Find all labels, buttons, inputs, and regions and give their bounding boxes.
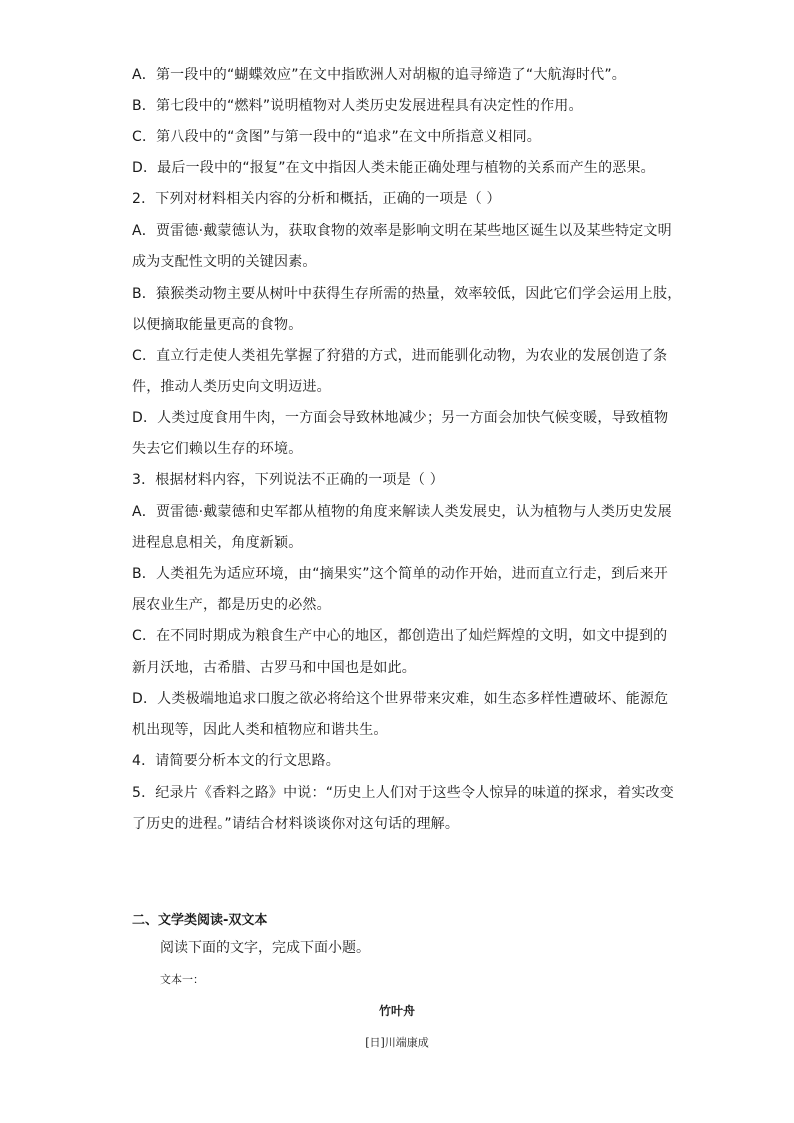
story-title: 竹叶舟 (378, 1004, 415, 1018)
question-4: 4．请简要分析本文的行文思路。 (132, 753, 340, 769)
text-label: 文本一： (160, 973, 204, 986)
option-a-q2-line1: A．贾雷德·戴蒙德认为，获取食物的效率是影响文明在某些地区诞生以及某些特定文明 (132, 223, 672, 239)
option-b-q2-line1: B．猿猴类动物主要从树叶中获得生存所需的热量，效率较低，因此它们学会运用上肢， (132, 286, 682, 302)
option-a-q3-line1: A．贾雷德·戴蒙德和史军都从植物的角度来解读人类发展史，认为植物与人类历史发展 (132, 504, 672, 520)
option-a-q3-line2: 进程息息相关，角度新颖。 (132, 535, 303, 551)
option-c-q2-line2: 件，推动人类历史向文明迈进。 (132, 379, 331, 395)
option-d-q2-line2: 失去它们赖以生存的环境。 (132, 441, 303, 457)
option-c-q3-line2: 新月沃地，古希腊、古罗马和中国也是如此。 (132, 660, 416, 676)
question-5-line1: 5．纪录片《香料之路》中说：“历史上人们对于这些令人惊异的味道的探求，着实改变 (132, 785, 674, 801)
option-d-q3-line2: 机出现等，因此人类和植物应和谐共生。 (132, 722, 388, 738)
option-d-q3-line1: D．人类极端地追求口腹之欲必将给这个世界带来灾难，如生态多样性遭破坏、能源危 (132, 691, 669, 707)
option-d-q2-line1: D．人类过度食用牛肉，一方面会导致林地减少；另一方面会加快气候变暖，导致植物 (132, 410, 669, 426)
option-b-q3-line1: B．人类祖先为适应环境，由“摘果实”这个简单的动作开始，进而直立行走，到后来开 (132, 566, 668, 582)
option-c-q2-line1: C．直立行走使人类祖先掌握了狩猎的方式，进而能驯化动物，为农业的发展创造了条 (132, 348, 668, 364)
option-a-q2-line2: 成为支配性文明的关键因素。 (132, 254, 317, 270)
option-c-q1: C．第八段中的“贪图”与第一段中的“追求”在文中所指意义相同。 (132, 129, 541, 145)
option-c-q3-line1: C．在不同时期成为粮食生产中心的地区，都创造出了灿烂辉煌的文明，如文中提到的 (132, 628, 668, 644)
option-d-q1: D．最后一段中的“报复”在文中指因人类未能正确处理与植物的关系而产生的恶果。 (132, 160, 655, 176)
option-b-q3-line2: 展农业生产，都是历史的必然。 (132, 597, 331, 613)
question-3: 3．根据材料内容，下列说法不正确的一项是（ ） (132, 472, 444, 488)
question-5-line2: 了历史的进程。”请结合材料谈谈你对这句话的理解。 (132, 816, 460, 832)
option-a-q1: A．第一段中的“蝴蝶效应”在文中指欧洲人对胡椒的追寻缔造了“大航海时代”。 (132, 67, 626, 83)
story-author: [日]川端康成 (365, 1036, 429, 1049)
question-2: 2．下列对材料相关内容的分析和概括，正确的一项是（ ） (132, 191, 501, 207)
option-b-q2-line2: 以便摘取能量更高的食物。 (132, 317, 303, 333)
section-instruction: 阅读下面的文字，完成下面小题。 (160, 940, 370, 956)
section-heading: 二、文学类阅读-双文本 (132, 913, 268, 928)
option-b-q1: B．第七段中的“燃料”说明植物对人类历史发展进程具有决定性的作用。 (132, 98, 583, 114)
